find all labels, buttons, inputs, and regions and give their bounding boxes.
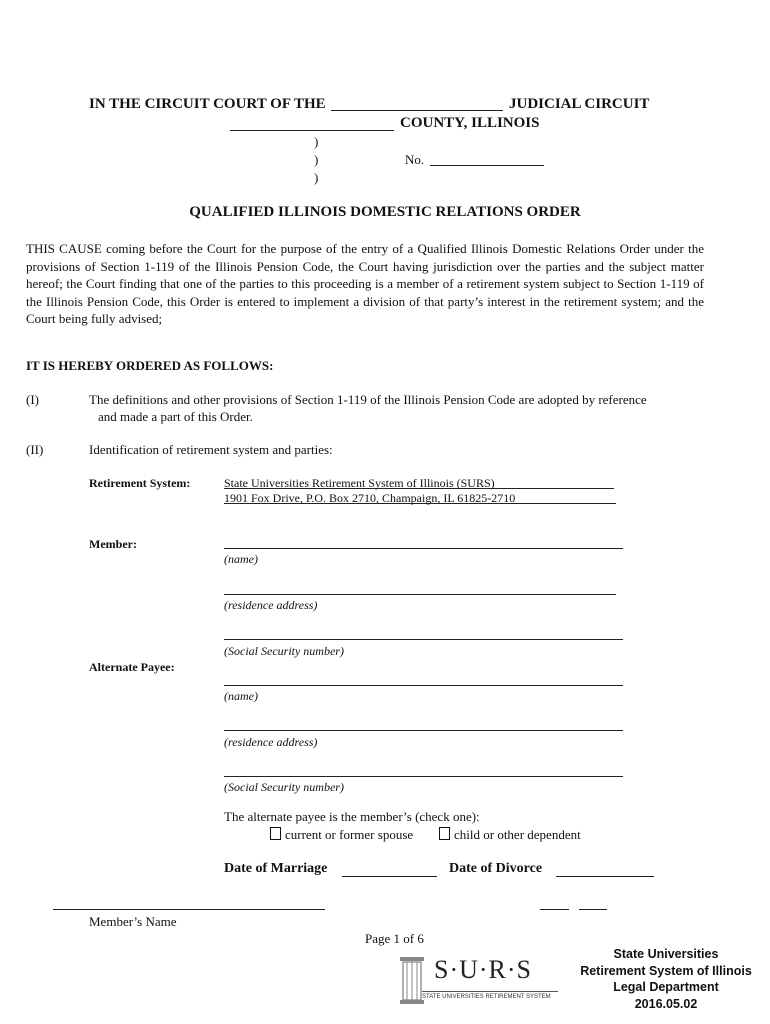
caption-court-label: IN THE CIRCUIT COURT OF THE [89, 96, 326, 112]
members-name-caption: Member’s Name [89, 914, 177, 929]
members-name-field[interactable] [53, 909, 325, 910]
child-checkbox[interactable] [439, 827, 450, 840]
date-of-divorce-label: Date of Divorce [449, 861, 543, 876]
caption-county-label: COUNTY, ILLINOIS [400, 115, 540, 131]
member-label: Member: [89, 537, 137, 551]
alternate-payee-ssn-caption: (Social Security number) [224, 780, 344, 794]
page-number: Page 1 of 6 [365, 931, 424, 946]
option-child-label: child or other dependent [454, 827, 581, 842]
caption-paren: ) [314, 152, 319, 167]
member-ssn-caption: (Social Security number) [224, 644, 344, 658]
retirement-system-address: 1901 Fox Drive, P.O. Box 2710, Champaign, IL 61825-2710 [224, 491, 516, 505]
initials-field[interactable] [579, 909, 607, 910]
option-child[interactable] [439, 827, 581, 843]
item-text: Identification of retirement system and parties: [89, 442, 333, 457]
date-of-marriage-field[interactable] [342, 876, 437, 877]
member-name-caption: (name) [224, 552, 258, 566]
alternate-payee-label: Alternate Payee: [89, 660, 175, 674]
date-of-divorce-field[interactable] [556, 876, 654, 877]
initials-field[interactable] [540, 909, 569, 910]
county-blank[interactable] [230, 130, 394, 131]
caption-paren: ) [314, 134, 319, 149]
member-ssn-field[interactable] [224, 639, 623, 640]
ordered-heading: IT IS HEREBY ORDERED AS FOLLOWS: [26, 358, 274, 373]
intro-paragraph: THIS CAUSE coming before the Court for the purpose of the entry of a Qualified Illinois Domestic Relations Order under the provisions of Section 1-119 of the Illinois Pension Code, the Court having jurisdiction over the parties and the subject matter hereof; the Court finding that one of the parties to this proceeding is a member of a retirement system subject to Section 1-119 of the Illinois Pension Code, this Order is entered to implement a division of that party’s interest in the retirement system; and the Court being fully advised; [26, 241, 704, 326]
org-name-line: Retirement System of Illinois [580, 963, 752, 978]
case-number-label: No. [405, 152, 425, 167]
item-text: and made a part of this Order. [98, 409, 253, 424]
judicial-circuit-blank[interactable] [331, 110, 503, 111]
alternate-payee-ssn-field[interactable] [224, 776, 623, 777]
relation-prompt: The alternate payee is the member’s (check one): [224, 809, 480, 824]
member-name-field[interactable] [224, 548, 623, 549]
item-text: The definitions and other provisions of Section 1-119 of the Illinois Pension Code are adopted by reference [89, 392, 647, 407]
member-address-field[interactable] [224, 594, 616, 595]
caption-paren: ) [314, 170, 319, 185]
option-spouse[interactable] [270, 827, 413, 843]
logo-subtext: STATE UNIVERSITIES RETIREMENT SYSTEM [422, 994, 551, 1000]
option-spouse-label: current or former spouse [285, 827, 414, 842]
alternate-payee-name-caption: (name) [224, 689, 258, 703]
logo-letters: S·U·R·S [434, 955, 533, 984]
member-address-caption: (residence address) [224, 598, 318, 612]
retirement-system-name-line [224, 488, 614, 489]
alternate-payee-name-field[interactable] [224, 685, 623, 686]
surs-logo [398, 955, 560, 1007]
retirement-system-address-line [224, 503, 616, 504]
date-of-marriage-label: Date of Marriage [224, 861, 328, 876]
alternate-payee-address-field[interactable] [224, 730, 623, 731]
org-name-line: State Universities [613, 947, 719, 961]
document-title: QUALIFIED ILLINOIS DOMESTIC RELATIONS ORDER [189, 204, 581, 220]
form-version: 2016.05.02 [634, 996, 698, 1011]
item-number: (I) [26, 392, 39, 407]
org-department: Legal Department [613, 980, 719, 994]
item-number: (II) [26, 442, 44, 457]
retirement-system-label: Retirement System: [89, 476, 191, 490]
caption-circuit-label: JUDICIAL CIRCUIT [509, 96, 650, 112]
case-number-blank[interactable] [430, 165, 544, 166]
org-block [566, 946, 766, 1012]
logo-rule [422, 991, 558, 992]
alternate-payee-address-caption: (residence address) [224, 735, 318, 749]
spouse-checkbox[interactable] [270, 827, 281, 840]
retirement-system-name: State Universities Retirement System of Illinois (SURS) [224, 476, 495, 490]
